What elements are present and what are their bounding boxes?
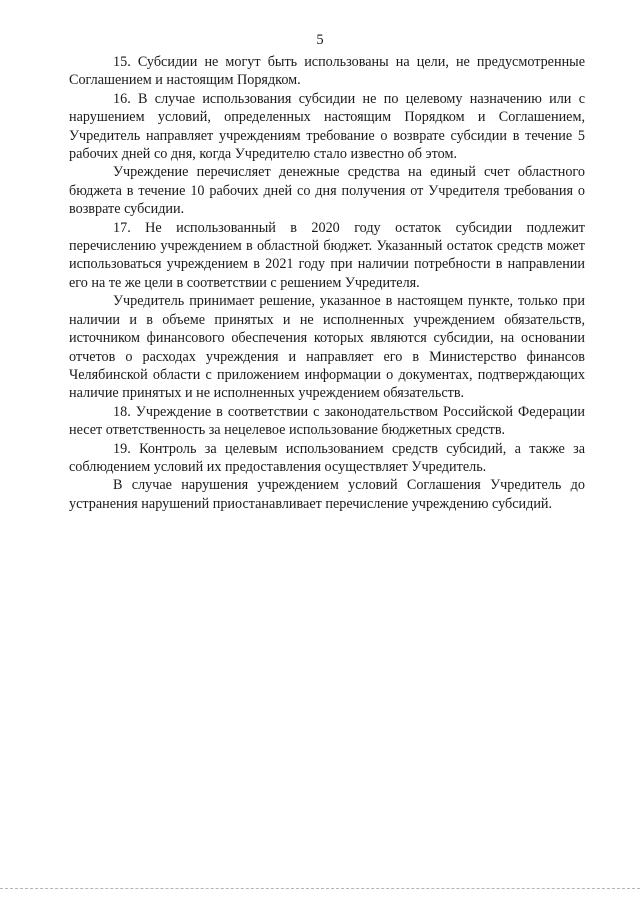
document-body bbox=[69, 53, 585, 513]
scan-bottom-edge-line bbox=[0, 888, 640, 889]
paragraph-17: 17. Не использованный в 2020 году остаток субсидии подлежит перечислению учреждением в областной бюджет. Указанный остаток средств может использоваться учреждением в 2021 году при наличии потребности в направлении его на те же цели в соответствии с решением Учредителя. bbox=[69, 219, 585, 291]
paragraph-18: 18. Учреждение в соответствии с законодательством Российской Федерации несет ответственность за нецелевое использование бюджетных средств. bbox=[69, 403, 585, 439]
paragraph-15: 15. Субсидии не могут быть использованы на цели, не предусмотренные Соглашением и настоящим Порядком. bbox=[69, 54, 585, 89]
paragraph-19: 19. Контроль за целевым использованием средств субсидий, а также за соблюдением условий их предоставления осуществляет Учредитель. bbox=[69, 440, 585, 475]
paragraph-16-return-funds: Учреждение перечисляет денежные средства на единый счет областного бюджета в течение 10 рабочих дней со дня получения от Учредителя требования о возврате субсидии. bbox=[69, 164, 585, 218]
paragraph-19-suspension: В случае нарушения учреждением условий Соглашения Учредитель до устранения нарушений приостанавливает перечисление учреждению субсидий. bbox=[69, 477, 585, 512]
paragraph-16: 16. В случае использования субсидии не по целевому назначению или с нарушением условий, определенных настоящим Порядком и Соглашением, Учредитель направляет учреждениям требование о возврате субсидии в течение 5 рабочих дней со дня, когда Учредителю стало известно об этом. bbox=[69, 90, 585, 163]
page-number: 5 bbox=[316, 32, 324, 48]
paragraph-17-founder-decision: Учредитель принимает решение, указанное в настоящем пункте, только при наличии и в объеме принятых и не исполненных учреждением обязательств, источником финансового обеспечения которых являются субсидии, на основании отчетов о расходах учреждения и направляет его в Министерство финансов Челябинской области с приложением информации о документах, подтверждающих наличие принятых и не исполненных учреждением обязательств. bbox=[69, 293, 585, 402]
